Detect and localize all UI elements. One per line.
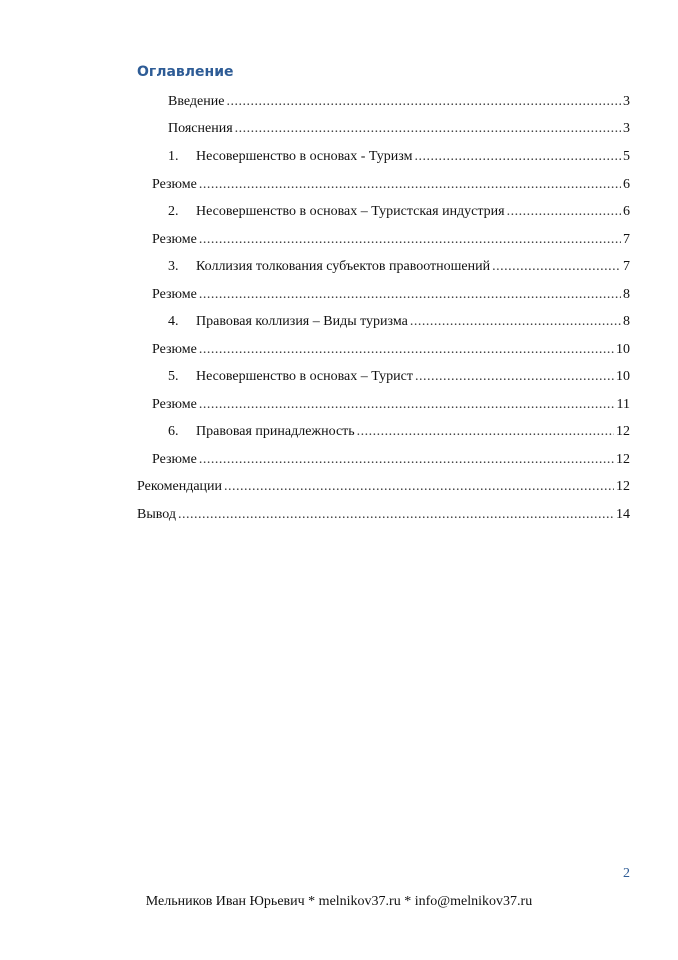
toc-entry-label	[168, 423, 355, 441]
toc-entry-section-2[interactable]	[168, 203, 630, 221]
toc-leader-dots	[415, 368, 614, 386]
toc-leader-dots	[199, 231, 621, 249]
toc-leader-dots	[199, 396, 615, 414]
toc-leader-dots	[357, 423, 614, 441]
toc-title: Оглавление	[137, 64, 234, 80]
toc-entry-number: 6.	[168, 424, 179, 439]
toc-leader-dots	[199, 176, 621, 194]
toc-entry-section-5[interactable]	[168, 368, 630, 386]
toc-entry-label	[168, 148, 412, 166]
toc-entry-number: 3.	[168, 259, 179, 274]
toc-entry-page: 7	[623, 259, 630, 274]
toc-entry-page: 12	[616, 424, 630, 439]
toc-entry-summary-6[interactable]	[152, 451, 630, 469]
toc-leader-dots	[235, 120, 621, 138]
toc-entry-page: 11	[616, 397, 630, 412]
toc-entry-label	[168, 313, 408, 331]
toc-leader-dots	[199, 341, 614, 359]
toc-entry-page: 8	[623, 287, 630, 302]
toc-entry-label: Пояснения	[168, 121, 233, 136]
toc-entry-introduction[interactable]	[168, 93, 630, 111]
toc-entry-label: Резюме	[152, 287, 197, 302]
toc-entry-label	[168, 258, 490, 276]
toc-leader-dots	[414, 148, 621, 166]
toc-entry-summary-2[interactable]	[152, 231, 630, 249]
toc-leader-dots	[178, 506, 614, 524]
toc-entry-label: Резюме	[152, 452, 197, 467]
toc-entry-number: 4.	[168, 314, 179, 329]
toc-entry-number: 5.	[168, 369, 179, 384]
toc-entry-page: 10	[616, 369, 630, 384]
toc-entry-text: Несовершенство в основах - Туризм	[196, 149, 413, 164]
toc-entry-label: Резюме	[152, 397, 197, 412]
toc-entry-label: Резюме	[152, 342, 197, 357]
toc-entry-summary-3[interactable]	[152, 286, 630, 304]
toc-leader-dots	[410, 313, 621, 331]
toc-entry-section-4[interactable]	[168, 313, 630, 331]
toc-entry-section-6[interactable]	[168, 423, 630, 441]
toc-entry-page: 8	[623, 314, 630, 329]
toc-entry-section-3[interactable]	[168, 258, 630, 276]
toc-entry-page: 10	[616, 342, 630, 357]
toc-entry-page: 6	[623, 177, 630, 192]
toc-entry-page: 3	[623, 121, 630, 136]
toc-entry-text: Коллизия толкования субъектов правоотношений	[196, 259, 491, 274]
toc-entry-page: 7	[623, 232, 630, 247]
toc-entry-page: 3	[623, 94, 630, 109]
toc-entry-label: Резюме	[152, 232, 197, 247]
toc-entry-text: Несовершенство в основах – Турист	[196, 369, 413, 384]
toc-entry-label: Вывод	[137, 507, 176, 522]
toc-entry-section-1[interactable]	[168, 148, 630, 166]
toc-entry-label: Резюме	[152, 177, 197, 192]
toc-entry-label	[168, 203, 505, 221]
toc-entry-page: 12	[616, 452, 630, 467]
toc-entry-text: Несовершенство в основах – Туристская индустрия	[196, 204, 505, 219]
toc-entry-summary-1[interactable]	[152, 176, 630, 194]
toc-entry-page: 6	[623, 204, 630, 219]
toc-leader-dots	[492, 258, 621, 276]
toc-leader-dots	[199, 286, 621, 304]
toc-entry-page: 5	[623, 149, 630, 164]
page-footer: Мельников Иван Юрьевич * melnikov37.ru * info@melnikov37.ru	[145, 894, 533, 909]
toc-entry-label: Рекомендации	[137, 479, 223, 494]
toc-leader-dots	[226, 93, 621, 111]
toc-leader-dots	[199, 451, 614, 469]
toc-entry-text: Правовая принадлежность	[196, 424, 355, 439]
toc-entry-number: 1.	[168, 149, 179, 164]
toc-entry-summary-5[interactable]	[152, 396, 630, 414]
toc-entry-recommendations[interactable]	[137, 478, 630, 496]
toc-entry-text: Правовая коллизия – Виды туризма	[196, 314, 408, 329]
toc-entry-explanations[interactable]	[168, 120, 630, 138]
toc-entry-label: Введение	[168, 94, 225, 109]
page-number: 2	[623, 866, 630, 881]
toc-leader-dots	[507, 203, 621, 221]
toc-entry-number: 2.	[168, 204, 179, 219]
toc-entry-label	[168, 368, 413, 386]
toc-leader-dots	[224, 478, 614, 496]
toc-entry-page: 12	[616, 479, 630, 494]
toc-entry-page: 14	[616, 507, 630, 522]
toc-entry-conclusion[interactable]	[137, 506, 630, 524]
toc-entry-summary-4[interactable]	[152, 341, 630, 359]
